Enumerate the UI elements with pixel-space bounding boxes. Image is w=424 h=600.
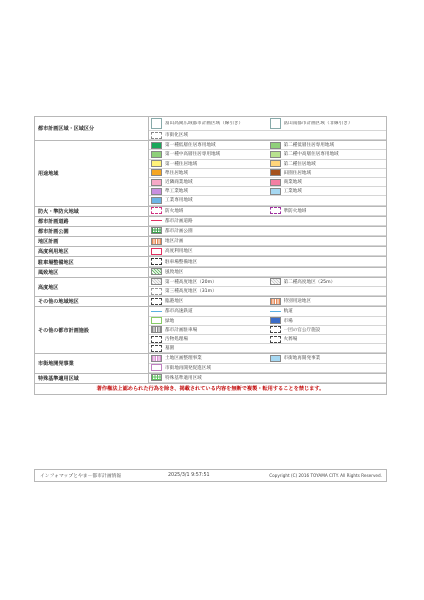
legend-item-label: 第一種低層住居専用地域 xyxy=(165,143,216,149)
legend-category: その他の都市計画施設 xyxy=(35,307,149,354)
legend-item xyxy=(268,297,387,306)
copyright-notice: 著作権法上認められた行為を除き、掲載されている内容を無断で複製・転用することを禁じます。 xyxy=(35,383,387,394)
legend-item xyxy=(149,344,386,353)
legend-swatch xyxy=(151,268,162,275)
legend-row xyxy=(35,141,387,206)
legend-item-label: 富山高岡広域都市計画区域（線引き） xyxy=(165,120,244,126)
legend-item-label: 富山南都市計画区域（非線引き） xyxy=(283,120,353,126)
legend-item xyxy=(149,117,268,131)
legend-row xyxy=(35,297,387,307)
legend-item xyxy=(268,178,387,187)
legend-item xyxy=(149,364,386,373)
legend-row xyxy=(35,277,387,296)
legend-item-label: 都市高速鉄道 xyxy=(165,309,193,315)
legend-swatch xyxy=(151,169,162,176)
legend-category: 都市計画公園 xyxy=(35,226,149,236)
legend-swatch xyxy=(151,374,162,381)
legend-swatch xyxy=(151,197,162,204)
legend-category: 風致地区 xyxy=(35,267,149,277)
legend-swatch xyxy=(270,278,281,285)
legend-category: 市街地開発事業 xyxy=(35,354,149,373)
legend-item xyxy=(149,237,386,246)
legend-item-label: 近隣商業地域 xyxy=(165,180,193,186)
legend-item-label: 駐車場整備地区 xyxy=(165,259,198,265)
legend-item-grid xyxy=(149,354,386,372)
legend-item-label: 墓園 xyxy=(165,346,175,352)
legend-item xyxy=(268,141,387,150)
legend-swatch xyxy=(270,160,281,167)
legend-item-label: 特殊基準適用区域 xyxy=(165,375,202,381)
legend-row xyxy=(35,307,387,354)
legend-item xyxy=(149,227,386,236)
legend-item-label: 都市計画公園 xyxy=(165,228,193,234)
legend-swatch xyxy=(151,317,162,324)
legend-swatch xyxy=(151,238,162,245)
legend-item-grid xyxy=(149,207,386,216)
legend-item xyxy=(149,207,268,216)
legend-swatch xyxy=(151,258,162,265)
legend-swatch xyxy=(151,132,162,139)
legend-item xyxy=(268,317,387,326)
legend-category: 高度利用地区 xyxy=(35,247,149,257)
legend-item-label: 準工業地域 xyxy=(165,189,188,195)
legend-body xyxy=(35,117,387,395)
legend-item xyxy=(268,187,387,196)
legend-swatch xyxy=(151,160,162,167)
footer-copyright: Copyright (C) 2016 TOYAMA CITY. All Rights Reserved. xyxy=(269,473,382,478)
legend-swatch xyxy=(270,298,281,305)
legend-swatch xyxy=(151,179,162,186)
legend-item xyxy=(149,317,268,326)
legend-item-label: 第一種高度地区（20m） xyxy=(165,279,217,285)
legend-swatch xyxy=(151,326,162,333)
legend-swatch xyxy=(270,179,281,186)
legend-swatch xyxy=(270,151,281,158)
legend-item-label: 都市計画駐車場 xyxy=(165,327,198,333)
legend-item-label: 軌道 xyxy=(283,309,293,315)
legend-item xyxy=(268,160,387,169)
legend-item xyxy=(268,117,387,131)
legend-swatch xyxy=(151,364,162,371)
legend-category: 用途地域 xyxy=(35,141,149,206)
legend-item xyxy=(268,307,387,316)
legend-items xyxy=(149,206,387,216)
legend-row xyxy=(35,206,387,216)
legend-item xyxy=(149,326,268,335)
legend-item-label: 第二種中高層住居専用地域 xyxy=(283,152,339,158)
legend-row xyxy=(35,354,387,373)
legend-swatch xyxy=(270,142,281,149)
legend-item-label: 工業地域 xyxy=(283,189,302,195)
legend-item xyxy=(149,169,268,178)
footer-app-name: インフォマップとやま－都市計画情報 xyxy=(40,474,122,479)
legend-swatch xyxy=(270,317,281,324)
legend-item xyxy=(149,354,268,363)
legend-row xyxy=(35,257,387,267)
footer xyxy=(34,469,387,482)
legend-item xyxy=(149,297,268,306)
legend-item-label: 特別用途地区 xyxy=(283,299,312,305)
legend-item xyxy=(149,217,386,226)
legend-items xyxy=(149,141,387,206)
legend-item-label: 市場 xyxy=(283,318,293,324)
legend-item xyxy=(268,278,387,287)
legend-items xyxy=(149,226,387,236)
legend-item xyxy=(268,354,387,363)
legend-item-label: 火葬場 xyxy=(283,337,298,343)
legend-swatch xyxy=(270,336,281,343)
legend-item xyxy=(149,131,386,140)
legend-item xyxy=(149,257,386,266)
legend-swatch xyxy=(151,288,162,295)
legend-row xyxy=(35,237,387,247)
legend-item-label: 第二種住居地域 xyxy=(283,161,316,167)
legend-items xyxy=(149,307,387,354)
legend-swatch xyxy=(151,336,162,343)
legend-item-label: 地区計画 xyxy=(165,239,184,245)
legend-item-grid xyxy=(149,237,386,246)
legend-items xyxy=(149,247,387,257)
legend-items xyxy=(149,277,387,296)
legend-swatch xyxy=(151,355,162,362)
legend-category: 防火・準防火地域 xyxy=(35,206,149,216)
legend-item xyxy=(268,207,387,216)
legend-item-label: 高度利用地区 xyxy=(165,249,193,255)
legend-item-label: 第二種低層住居専用地域 xyxy=(283,143,335,149)
legend-swatch xyxy=(151,308,162,315)
legend-item-label: 都市計画道路 xyxy=(165,218,193,224)
legend-item xyxy=(149,335,268,344)
legend-item-label: 市街地再開発事業 xyxy=(283,356,321,362)
legend-item-label: 汚物処理場 xyxy=(165,337,188,343)
legend-item-label: 土地区画整理事業 xyxy=(165,356,202,362)
legend-table xyxy=(34,116,387,395)
legend-items xyxy=(149,297,387,307)
footer-timestamp: 2025/3/1 9:57:51 xyxy=(168,473,210,478)
legend-item xyxy=(149,374,386,383)
legend-swatch xyxy=(270,326,281,333)
legend-item xyxy=(268,335,387,344)
legend-items xyxy=(149,117,387,141)
legend-item-grid xyxy=(149,297,386,306)
legend-row xyxy=(35,216,387,226)
legend-items xyxy=(149,237,387,247)
legend-item-label: 工業専用地域 xyxy=(165,198,193,204)
legend-category: 地区計画 xyxy=(35,237,149,247)
legend-item-grid xyxy=(149,307,386,353)
legend-category: 特殊基準適用区域 xyxy=(35,373,149,383)
legend-swatch xyxy=(151,227,162,234)
legend-item-label: 商業地域 xyxy=(283,180,302,186)
legend-items xyxy=(149,373,387,383)
legend-item xyxy=(268,326,387,335)
legend-item xyxy=(149,150,268,159)
legend-category: 駐車場整備地区 xyxy=(35,257,149,267)
legend-item-label: 風致地区 xyxy=(165,269,184,275)
notice-row xyxy=(35,383,387,394)
legend-swatch xyxy=(151,278,162,285)
legend-category: 都市計画道路 xyxy=(35,216,149,226)
legend-row xyxy=(35,373,387,383)
legend-item xyxy=(268,169,387,178)
legend-item-label: 準防火地域 xyxy=(283,208,307,214)
legend-item xyxy=(149,178,268,187)
legend-swatch xyxy=(151,188,162,195)
legend-swatch xyxy=(270,355,281,362)
legend-item xyxy=(149,278,268,287)
legend-row xyxy=(35,117,387,141)
legend-swatch xyxy=(151,345,162,352)
legend-swatch xyxy=(151,217,162,224)
legend-item xyxy=(149,196,386,205)
legend-swatch xyxy=(270,308,281,315)
legend-item-label: 防火地域 xyxy=(165,208,184,214)
legend-items xyxy=(149,354,387,373)
legend-item xyxy=(149,141,268,150)
legend-swatch xyxy=(151,298,162,305)
legend-item-label: 市街地再開発促進区域 xyxy=(165,365,211,371)
legend-row xyxy=(35,247,387,257)
legend-swatch xyxy=(270,118,281,129)
legend-item-grid xyxy=(149,247,386,256)
legend-item-label: 一団の官公庁施設 xyxy=(283,327,321,333)
legend-item-grid xyxy=(149,278,386,296)
legend-item xyxy=(149,268,386,277)
legend-row xyxy=(35,267,387,277)
legend-swatch xyxy=(151,248,162,255)
legend-swatch xyxy=(151,118,162,129)
legend-item xyxy=(149,160,268,169)
legend-swatch xyxy=(270,188,281,195)
legend-item-label: 第一種住居地域 xyxy=(165,161,198,167)
legend-item xyxy=(268,150,387,159)
legend-item-grid xyxy=(149,227,386,236)
legend-item-label: 臨港地区 xyxy=(165,299,184,305)
legend-item-label: 田園住居地域 xyxy=(283,170,312,176)
legend-item xyxy=(149,307,268,316)
legend-items xyxy=(149,216,387,226)
legend-swatch xyxy=(270,207,281,214)
legend-item xyxy=(149,287,386,296)
legend-items xyxy=(149,267,387,277)
legend-item-grid xyxy=(149,117,386,140)
legend-category: 都市計画区域・区域区分 xyxy=(35,117,149,141)
legend-item-grid xyxy=(149,257,386,266)
legend-category: 高度地区 xyxy=(35,277,149,296)
legend-swatch xyxy=(151,142,162,149)
legend-item xyxy=(149,187,268,196)
legend-item-label: 第二種高度地区（25m） xyxy=(283,279,336,285)
legend-item-label: 市街化区域 xyxy=(165,133,188,139)
legend-swatch xyxy=(270,169,281,176)
legend-item-label: 第一種中高層住居専用地域 xyxy=(165,152,221,158)
legend-item-grid xyxy=(149,374,386,383)
legend-swatch xyxy=(151,151,162,158)
legend-item-label: 準住居地域 xyxy=(165,170,188,176)
legend-swatch xyxy=(151,207,162,214)
legend-row xyxy=(35,226,387,236)
legend-item-label: 第三種高度地区（31m） xyxy=(165,289,217,295)
legend-item-label: 緑地 xyxy=(165,318,175,324)
legend-item xyxy=(149,247,386,256)
legend-category: その他の地域地区 xyxy=(35,297,149,307)
legend-item-grid xyxy=(149,217,386,226)
legend-item-grid xyxy=(149,268,386,277)
legend-item-grid xyxy=(149,141,386,205)
legend-items xyxy=(149,257,387,267)
